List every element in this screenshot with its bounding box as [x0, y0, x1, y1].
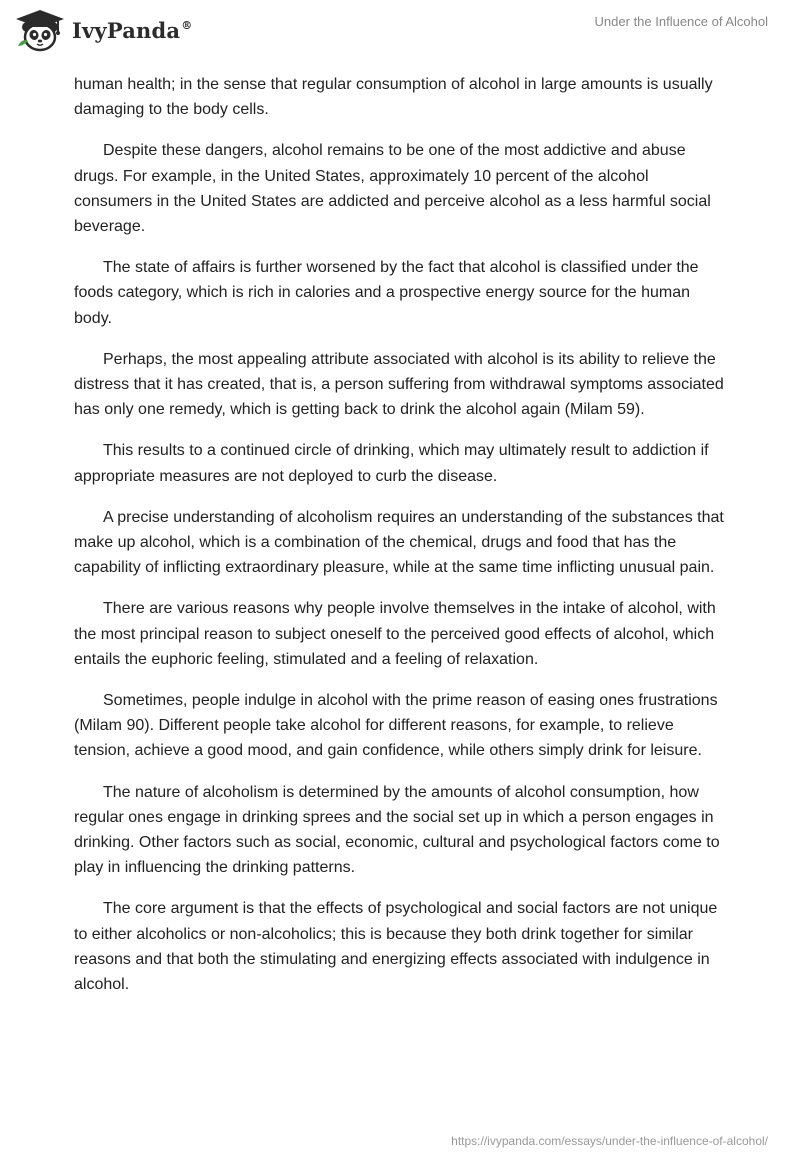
paragraph: There are various reasons why people involve themselves in the intake of alcohol, with the most principal reason to subject oneself to the perceived good effects of alcohol, which entails the euphoric feeling, stimulated and a feeling of relaxation.: [74, 600, 716, 668]
paragraph: The state of affairs is further worsened by the fact that alcohol is classified under the foods category, which is rich in calories and a prospective energy source for the human body.: [74, 259, 699, 327]
paragraph: The core argument is that the effects of psychological and social factors are not unique to either alcoholics or non-alcoholics; this is because they both drink together for similar reasons and that both the stimulating and energizing effects associated with indulgence in alcohol.: [74, 900, 718, 994]
paragraph: The nature of alcoholism is determined by the amounts of alcohol consumption, how regular ones engage in drinking sprees and the social set up in which a person engages in drinking. Other factors such as social, economic, cultural and psychological factors come to play in influencing the drinking patterns.: [74, 783, 720, 877]
essay-body: [74, 72, 724, 1013]
paragraph: This results to a continued circle of drinking, which may ultimately result to addiction if appropriate measures are not deployed to curb the disease.: [74, 442, 709, 485]
paragraph: A precise understanding of alcoholism requires an understanding of the substances that make up alcohol, which is a combination of the chemical, drugs and food that has the capability of inflicting extraordinary pleasure, while at the same time inflicting unusual pain.: [74, 508, 724, 577]
panda-graduate-icon: [14, 8, 66, 52]
ivypanda-logo[interactable]: [14, 8, 192, 52]
page-header: [0, 0, 800, 64]
source-url[interactable]: https://ivypanda.com/essays/under-the-influence-of-alcohol/: [451, 1134, 768, 1148]
paragraph: Sometimes, people indulge in alcohol with the prime reason of easing ones frustrations (Milam 90). Different people take alcohol for different reasons, for example, to relieve tension, achieve a good mood, and gain confidence, while others simply drink for leisure.: [74, 692, 718, 760]
document-title: Under the Influence of Alcohol: [594, 14, 768, 29]
paragraph: Perhaps, the most appealing attribute associated with alcohol is its ability to relieve the distress that it has created, that is, a person suffering from withdrawal symptoms associated has only one remedy, which is getting back to drink the alcohol again (Milam 59).: [74, 350, 724, 419]
paragraph: human health; in the sense that regular consumption of alcohol in large amounts is usually damaging to the body cells.: [74, 76, 713, 119]
paragraph: Despite these dangers, alcohol remains to be one of the most addictive and abuse drugs. For example, in the United States, approximately 10 percent of the alcohol consumers in the United States are addicted and perceive alcohol as a less harmful social beverage.: [74, 142, 711, 236]
brand-name: IvyPanda®: [72, 17, 193, 43]
